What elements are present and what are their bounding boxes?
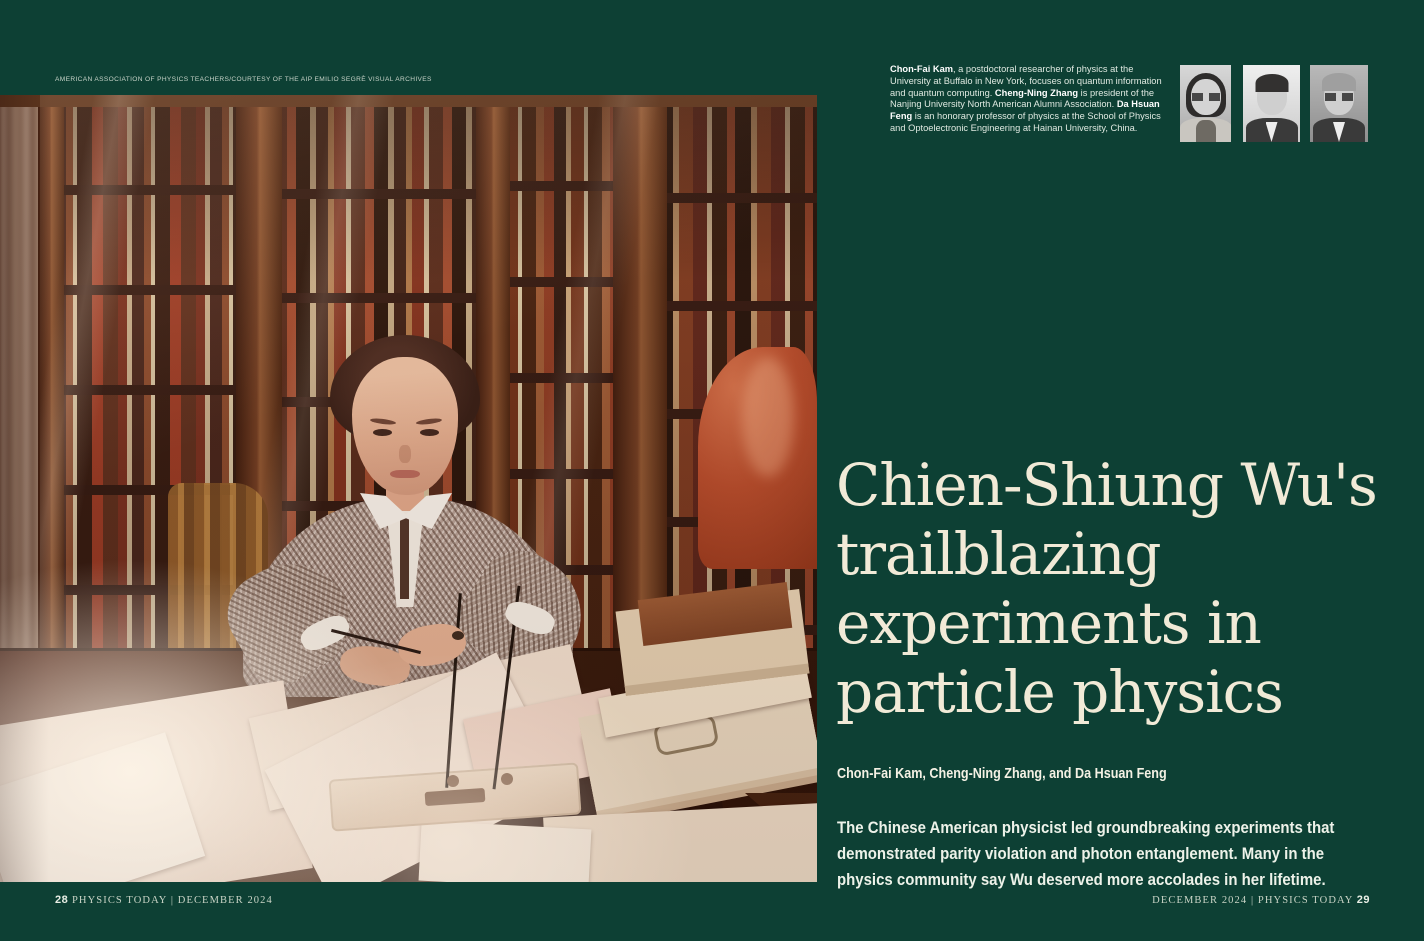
title-line: trailblazing <box>836 520 1161 588</box>
wu-eye-left <box>373 429 392 436</box>
footer-right <box>1152 894 1370 906</box>
contributor-bio: Chon-Fai Kam, a postdoctoral researcher of physics at the University at Buffalo in New York, focuses on quantum information and quantum computing. Cheng-Ning Zhang is president of the Nanjing University North American Alumni Association. Da Hsuan Feng is an honorary professor of physics at the School of Physics and Optoelectronic Engineering at Hainan University, China. <box>890 64 1162 133</box>
standfirst-line: demonstrated parity violation and photon entanglement. Many in the <box>837 844 1325 863</box>
pen-stand-slot <box>425 788 486 806</box>
hair <box>1322 73 1356 91</box>
article-title <box>836 451 1377 727</box>
footer-left-text: PHYSICS TODAY | DECEMBER 2024 <box>71 895 273 906</box>
headshot-woman-glasses <box>1180 65 1231 142</box>
bookcase-top-rail <box>0 95 817 107</box>
wu-eye-right <box>420 429 439 436</box>
title-line: experiments in <box>836 589 1261 657</box>
footer-left <box>55 894 273 906</box>
page-number-right: 29 <box>1356 894 1370 906</box>
headshot-man-glasses <box>1310 65 1368 142</box>
page-number-left: 28 <box>55 894 69 906</box>
article-byline: Chon-Fai Kam, Cheng-Ning Zhang, and Da Hsuan Feng <box>837 765 1167 782</box>
wu-watch <box>452 631 464 640</box>
pen-socket <box>501 773 513 785</box>
title-line: particle physics <box>836 658 1283 726</box>
wu-mouth <box>390 470 420 478</box>
hair <box>1255 74 1288 92</box>
title-line: Chien-Shiung Wu's <box>836 451 1377 519</box>
glasses-icon <box>1192 93 1220 101</box>
scarf <box>1196 120 1216 142</box>
article-photo <box>0 95 817 882</box>
standfirst-line: The Chinese American physicist led groundbreaking experiments that <box>837 818 1335 837</box>
wu-eyebrow-right <box>416 417 442 425</box>
photo-credit: AMERICAN ASSOCIATION OF PHYSICS TEACHERS/COURTESY OF THE AIP EMILIO SEGRÈ VISUAL ARCHIVES <box>55 76 432 83</box>
wu-nose <box>399 445 411 463</box>
bookcase-frame <box>38 95 64 720</box>
glasses-icon <box>1325 93 1353 101</box>
pen-socket <box>447 775 459 787</box>
headshot-man <box>1243 65 1300 142</box>
article-standfirst <box>837 815 1334 893</box>
red-armchair-highlight <box>742 357 794 477</box>
desk-papers <box>419 821 592 882</box>
wu-tie <box>400 515 409 599</box>
standfirst-line: physics community say Wu deserved more accolades in her lifetime. <box>837 870 1326 889</box>
wu-eyebrow-left <box>370 417 396 425</box>
footer-right-text: DECEMBER 2024 | PHYSICS TODAY <box>1152 895 1354 906</box>
